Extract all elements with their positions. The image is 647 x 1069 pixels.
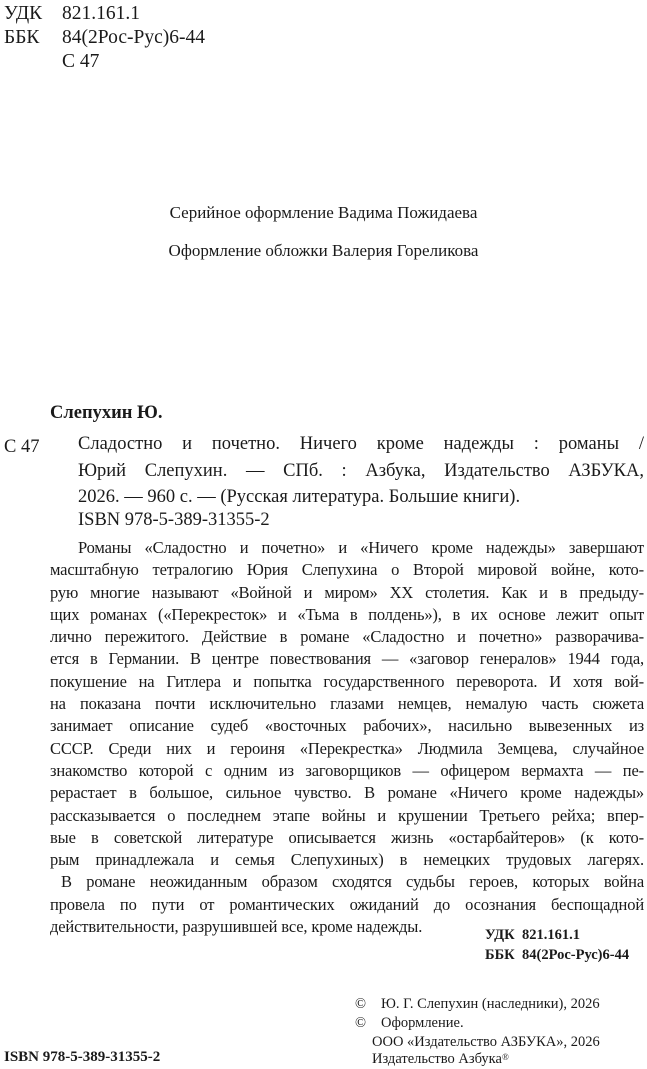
annotation-line: вые в советской литературе описывается жизнь «остарбайтеров» (к кото- (50, 827, 644, 847)
copyright-design: Оформление. (381, 1015, 464, 1031)
record-description-line: Юрий Слепухин. — СПб. : Азбука, Издательство АЗБУКА, (78, 460, 644, 481)
record-description-line: Сладостно и почетно. Ничего кроме надежды : романы / (78, 434, 644, 454)
annotation-line: провела по пути от романтических ожиданий до осознания беспощадной (50, 894, 644, 914)
record-description (78, 431, 644, 511)
annotation-line: рую многие называют «Войной и миром» XX столетия. Как и в предыду- (50, 582, 644, 602)
udk-label: УДК (4, 3, 43, 24)
bbk-label: ББК (4, 27, 40, 48)
copyright-publisher: ООО «Издательство АЗБУКА», 2026 (372, 1034, 600, 1050)
series-design-credit: Серийное оформление Вадима Пожидаева (169, 203, 478, 222)
cutter-mark: С 47 (62, 51, 100, 72)
annotation-line: СССР. Среди них и героиня «Перекрестка» Людмила Земцева, случайное (50, 738, 644, 758)
bbk-value-bottom: 84(2Рос-Рус)6-44 (522, 947, 630, 963)
annotation-line: рым принадлежала и семья Слепухиных) в немецких трудовых лагерях. (50, 850, 644, 870)
isbn-bottom: ISBN 978-5-389-31355-2 (4, 1049, 161, 1065)
record-description-line: 2026. — 960 с. — (Русская литература. Большие книги). (78, 487, 521, 507)
annotation-line: щих романах («Перекресток» и «Тьма в полдень»), в их основе лежит опыт (50, 604, 644, 624)
copyright-icon: © (355, 996, 367, 1012)
record-isbn: ISBN 978-5-389-31355-2 (78, 510, 270, 530)
annotation-line: знакомство которой с одним из заговорщиков — офицером вермахта — пе- (50, 760, 644, 780)
annotation-line: В романе неожиданным образом сходятся судьбы героев, которых война (61, 872, 644, 892)
udk-label-bottom: УДК (485, 927, 515, 943)
annotation (50, 537, 644, 938)
annotation-line: на показана почти исключительно глазами немцев, немалую часть сюжета (50, 694, 644, 714)
annotation-line: Романы «Сладостно и почетно» и «Ничего кроме надежды» завершают (78, 538, 644, 557)
record-author: Слепухин Ю. (50, 403, 163, 423)
annotation-line: покушение на Гитлера и попытка государственного переворота. И хотя вой- (50, 671, 644, 691)
registered-mark-icon: ® (501, 1052, 509, 1062)
publisher-name (372, 1050, 509, 1069)
annotation-line: лично пережитого. Действие в романе «Сладостно и почетно» разворачива- (50, 627, 644, 647)
udk-value-bottom: 821.161.1 (522, 927, 580, 943)
annotation-line: действительности, разрушившей все, кроме надежды. (50, 917, 423, 937)
annotation-line: масштабную тетралогию Юрия Слепухина о Второй мировой войне, кото- (50, 560, 644, 580)
annotation-line: ется в Германии. В центре повествования — «заговор генералов» 1944 года, (50, 649, 644, 669)
record-cutter: С 47 (4, 437, 40, 457)
copyright-author: Ю. Г. Слепухин (наследники), 2026 (381, 996, 600, 1012)
bbk-label-bottom: ББК (485, 947, 515, 963)
annotation-line: рассказывается о последнем этапе войны и крушении Третьего рейха; впер- (50, 805, 644, 825)
annotation-line: занимает описание судеб «восточных рабочих», насильно вывезенных из (50, 716, 644, 736)
udk-value: 821.161.1 (62, 3, 140, 24)
annotation-line: рерастает в большое, сильное чувство. В романе «Ничего кроме надежды» (50, 783, 644, 803)
bbk-value: 84(2Рос-Рус)6-44 (62, 27, 205, 48)
cover-design-credit: Оформление обложки Валерия Гореликова (168, 241, 479, 260)
publisher-name-text: Издательство Азбука (372, 1051, 502, 1067)
copyright-icon: © (355, 1015, 367, 1031)
